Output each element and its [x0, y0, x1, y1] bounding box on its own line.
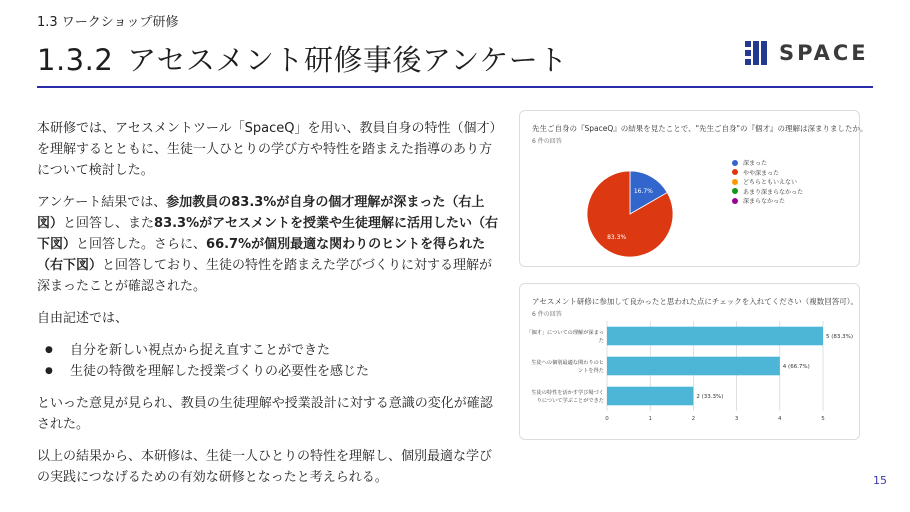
category-label: 「個才」についての理解が深まっ [526, 330, 604, 336]
legend-item [732, 177, 803, 187]
paragraph-results [37, 192, 503, 297]
pie-chart [520, 111, 859, 266]
section-label: 1.3 ワークショップ研修 [37, 15, 179, 30]
legend-swatch [732, 188, 738, 194]
legend-label: あまり深まらなかった [743, 188, 804, 196]
category-label: りについて学ぶことができた [536, 398, 604, 404]
legend-label: 深まった [743, 160, 768, 168]
category-label: 生徒への個別最適な関わりのヒ [531, 360, 604, 366]
bar-data-label: 2 (33.3%) [696, 394, 724, 400]
legend-item [732, 168, 803, 178]
bar-chart-card [519, 283, 860, 440]
legend-label: 深まらなかった [743, 198, 786, 206]
x-tick-label: 1 [648, 416, 652, 422]
title-divider [37, 86, 873, 88]
legend-swatch [732, 198, 738, 204]
legend-item [732, 196, 803, 206]
list-item: ● 自分を新しい視点から捉え直すことができた [37, 340, 503, 361]
category-label: ントを得た [578, 368, 604, 374]
category-label: 生徒の特性を活かす学び場づく [531, 390, 604, 396]
page-number: 15 [873, 474, 887, 487]
logo-text: SPACE [779, 41, 869, 65]
title-number: 1.3.2 [37, 43, 114, 77]
space-logo-icon [745, 41, 767, 65]
space-logo [745, 41, 869, 65]
bar-data-label: 4 (66.7%) [782, 364, 810, 370]
bar-chart [520, 284, 859, 439]
pie-chart-title: 先生ご自身の『SpaceQ』の結果を見たことで、"先生ご自身"の『個才』の理解は深まりましたか。 [532, 124, 868, 133]
bar-chart-title: アセスメント研修に参加して良かったと思われた点にチェックを入れてください（複数回答可）。 [532, 297, 858, 306]
paragraph-free-text-intro: 自由記述では、 [37, 311, 129, 326]
bar-data-label: 5 (83.3%) [826, 334, 854, 340]
category-label: た [598, 338, 604, 344]
legend-label: やや深まった [743, 169, 780, 177]
x-tick-label: 3 [734, 416, 739, 422]
bar [607, 357, 780, 376]
highlight-text: 83.3%がアセスメントを授業や生徒理解に活用したい（右下図） [37, 216, 499, 252]
legend-item [732, 158, 803, 168]
paragraph-conclusion: 以上の結果から、本研修は、生徒一人ひとりの特性を理解し、個別最適な学びの実践につなげるための有効な研修となったと考えられる。 [37, 449, 493, 485]
highlight-text: 参加教員の83.3%が自身の個才理解が深まった（右上図） [37, 195, 485, 231]
legend-swatch [732, 160, 738, 166]
paragraph-observation: といった意見が見られ、教員の生徒理解や授業設計に対する意識の変化が確認された。 [37, 396, 493, 432]
legend-item [732, 187, 803, 197]
bar [607, 327, 823, 346]
list-item: ● 生徒の特徴を理解した授業づくりの必要性を感じた [37, 361, 503, 382]
x-tick-label: 0 [605, 416, 609, 422]
pie-legend [732, 158, 803, 206]
legend-label: どちらともいえない [743, 179, 798, 187]
text-run: と回答した。さらに、 [76, 237, 207, 252]
text-run: アンケート結果では、 [37, 195, 167, 210]
bar [607, 387, 693, 406]
body-text [37, 118, 503, 499]
text-run: と回答し、また [63, 216, 155, 231]
pie-chart-card [519, 110, 868, 267]
x-tick-label: 4 [778, 416, 782, 422]
bar-chart-subtitle: 6 件の回答 [532, 311, 562, 318]
pie-data-label: 83.3% [607, 234, 627, 242]
highlight-text: 66.7%が個別最適な関わりのヒントを得られた（右下図） [37, 237, 486, 273]
x-tick-label: 5 [821, 416, 825, 422]
text-run: と回答しており、生徒の特性を踏まえた学びづくりに対する理解が深まったことが確認された。 [37, 258, 493, 294]
legend-swatch [732, 169, 738, 175]
comment-list [37, 340, 503, 382]
paragraph-intro: 本研修では、アセスメントツール「SpaceQ」を用い、教員自身の特性（個才）を理解するとともに、生徒一人ひとりの学び方や特性を踏まえた指導のあり方について検討した。 [37, 121, 503, 178]
pie-chart-subtitle: 6 件の回答 [532, 138, 562, 145]
x-tick-label: 2 [691, 416, 696, 422]
page-title [37, 38, 568, 79]
pie-data-label: 16.7% [633, 187, 653, 195]
title-text: アセスメント研修事後アンケート [127, 43, 568, 77]
legend-swatch [732, 179, 738, 185]
